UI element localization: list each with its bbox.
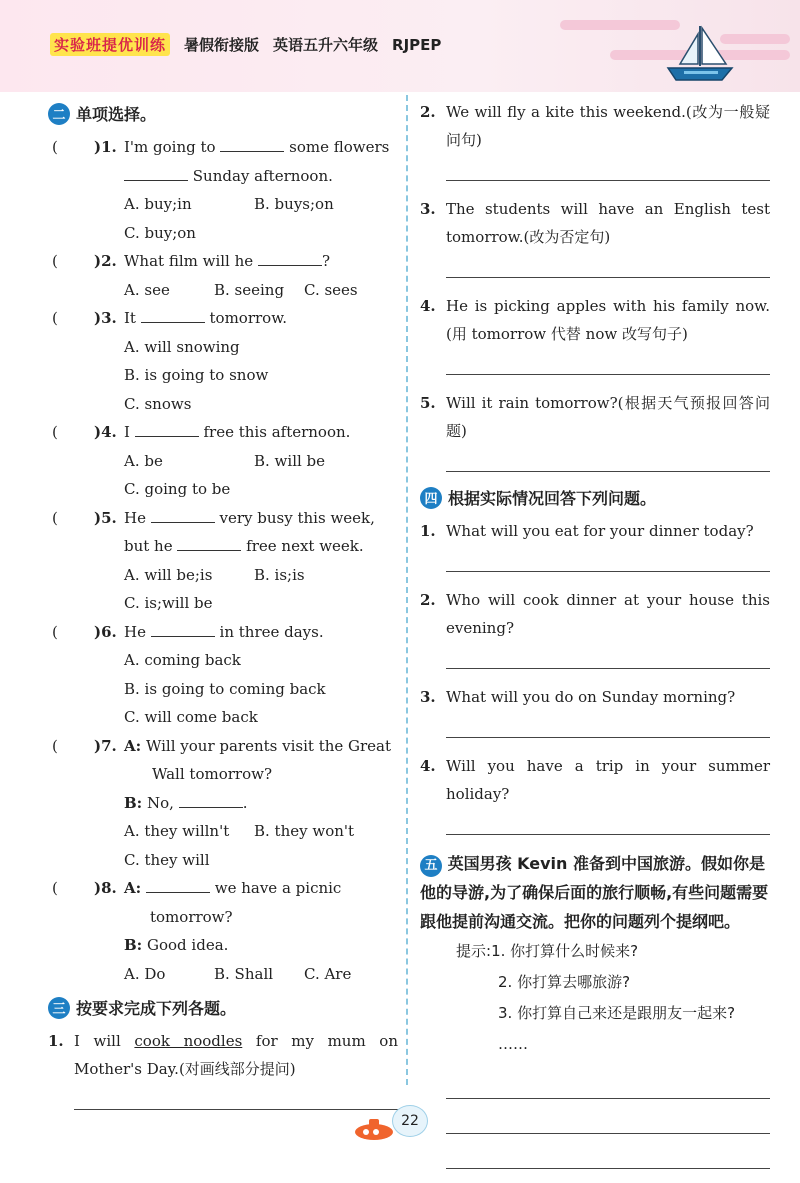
- answer-blank[interactable]: [179, 793, 243, 808]
- rewrite-question-1: 1. I will cook noodles for my mum on Mother's Day.(对画线部分提问): [48, 1032, 398, 1078]
- answer-line[interactable]: [446, 725, 770, 738]
- section2-badge: 二: [48, 103, 70, 125]
- rewrite-question-5: 5. Will it rain tomorrow?(根据天气预报回答问题): [420, 394, 771, 440]
- answer-line[interactable]: [446, 559, 770, 572]
- hint-list: 提示:1. 你打算什么时候来? 2. 你打算去哪旅游? 3. 你打算自己来还是跟朋友一起来? ……: [456, 942, 736, 1053]
- rewrite-question-4: 4. He is picking apples with his family now.(用 tomorrow 代替 now 改写句子): [420, 297, 770, 343]
- answer-blank[interactable]: [258, 251, 322, 266]
- mc-question-3: ( )3. It tomorrow. A. will snowing B. is going to snow C. snows: [52, 309, 288, 413]
- section3-badge: 三: [48, 997, 70, 1019]
- open-question-3: 3. What will you do on Sunday morning?: [420, 688, 736, 706]
- answer-line[interactable]: [446, 656, 770, 669]
- answer-line[interactable]: [446, 362, 770, 375]
- answer-line[interactable]: [446, 1156, 770, 1169]
- mc-question-8: ( )8. A: we have a picnic tomorrow? B: Good idea. A. Do B. Shall C. Are: [52, 879, 352, 983]
- answer-blank[interactable]: [151, 508, 215, 523]
- page-number: 22: [392, 1105, 428, 1137]
- answer-line[interactable]: [74, 1097, 398, 1110]
- answer-line[interactable]: [446, 265, 770, 278]
- open-question-1: 1. What will you eat for your dinner today?: [420, 522, 754, 540]
- mc-question-2: ( )2. What film will he ? A. see B. seeing C. sees: [52, 252, 358, 299]
- answer-blank[interactable]: [220, 137, 284, 152]
- section4-header: [420, 486, 770, 509]
- submarine-icon: [352, 1112, 396, 1142]
- left-column: [48, 98, 398, 1124]
- answer-line[interactable]: [446, 822, 770, 835]
- subject-label: 英语五升六年级: [273, 36, 379, 54]
- mc-question-4: ( )4. I free this afternoon. A. be B. will be C. going to be: [52, 423, 351, 498]
- answer-line[interactable]: [446, 1121, 770, 1134]
- section3-header: [48, 996, 398, 1019]
- column-divider: [406, 95, 408, 1085]
- mc-question-7: ( )7. A: Will your parents visit the Great Wall tomorrow? B: No, . A. they willn't B. they won't C. they will: [52, 736, 392, 869]
- right-column: [420, 98, 770, 1183]
- version-label: RJPEP: [392, 35, 442, 54]
- rewrite-question-3: 3. The students will have an English test tomorrow.(改为否定句): [420, 200, 770, 246]
- section4-title: 根据实际情况回答下列问题。: [448, 489, 657, 508]
- answer-blank[interactable]: [177, 536, 241, 551]
- section5-badge: 五: [420, 855, 442, 877]
- section3-title: 按要求完成下列各题。: [76, 999, 237, 1018]
- mc-question-6: ( )6. He in three days. A. coming back B. is going to coming back C. will come back: [52, 622, 326, 726]
- answer-blank[interactable]: [124, 166, 188, 181]
- section2-title: 单项选择。: [76, 105, 157, 124]
- section4-badge: 四: [420, 487, 442, 509]
- answer-blank[interactable]: [151, 622, 215, 637]
- answer-line[interactable]: [446, 168, 770, 181]
- sailboat-icon: [660, 22, 740, 86]
- edition-label: 暑假衔接版: [184, 36, 260, 54]
- answer-blank[interactable]: [135, 422, 199, 437]
- section2-header: [48, 102, 398, 125]
- mc-question-5: ( )5. He very busy this week, but he free next week. A. will be;is B. is;is C. is;will be: [52, 508, 375, 612]
- rewrite-question-2: 2. We will fly a kite this weekend.(改为一般疑问句): [420, 103, 771, 149]
- open-question-4: 4. Will you have a trip in your summer holiday?: [420, 757, 770, 803]
- answer-blank[interactable]: [141, 308, 205, 323]
- answer-line[interactable]: [446, 459, 770, 472]
- brand-label: 实验班提优训练: [50, 33, 170, 56]
- answer-line[interactable]: [446, 1086, 770, 1099]
- header-title: [50, 33, 441, 56]
- answer-blank[interactable]: [146, 878, 210, 893]
- section5-prompt: 五 英国男孩 Kevin 准备到中国旅游。假如你是他的导游,为了确保后面的旅行顺畅,有些问题需要跟他提前沟通交流。把你的问题列个提纲吧。: [420, 854, 769, 931]
- open-question-2: 2. Who will cook dinner at your house this evening?: [420, 591, 770, 637]
- mc-question-1: ( )1. I'm going to some flowers Sunday afternoon. A. buy;in B. buys;on C. buy;on: [52, 138, 390, 242]
